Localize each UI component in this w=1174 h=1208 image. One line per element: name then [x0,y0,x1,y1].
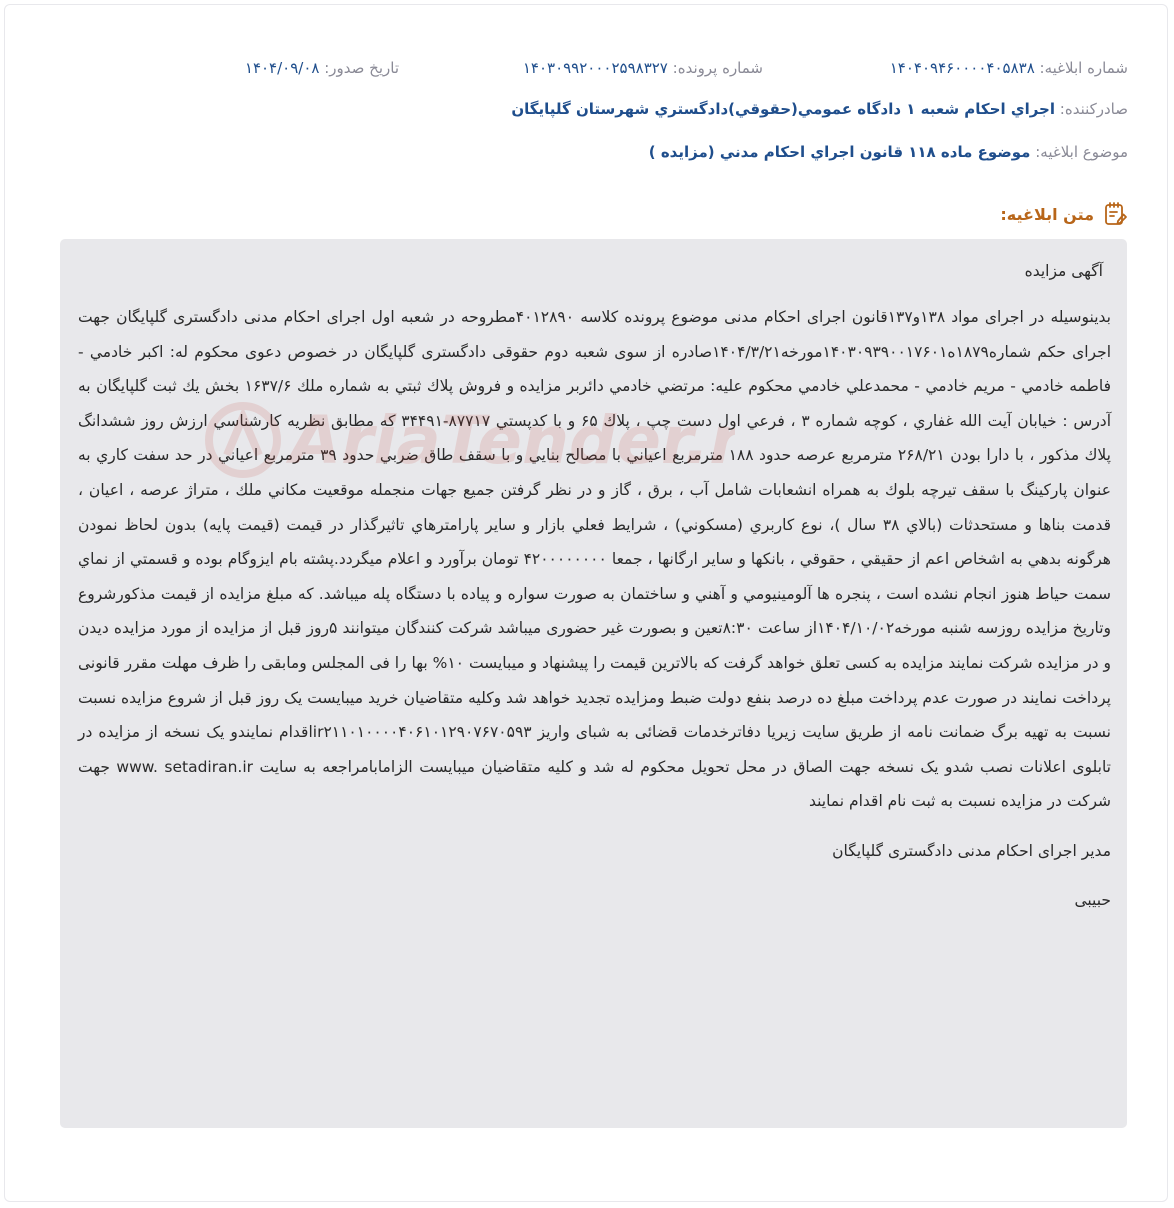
issuer-label: صادرکننده: [1059,100,1128,118]
notice-text-title: متن ابلاغيه: [1000,204,1094,224]
notice-number [890,59,1128,77]
issue-date-label: تاريخ صدور: [324,59,399,77]
notice-body-panel [60,239,1127,1128]
issue-date [245,59,399,77]
case-number [523,59,763,77]
subject-label: موضوع ابلاغيه: [1035,143,1128,161]
issuer-value: اجراي احکام شعبه ۱ دادگاه عمومي(حقوقي)دادگستري شهرستان گلپايگان [511,100,1055,118]
case-number-label: شماره پرونده: [672,59,763,77]
signer-name: حبیبی [1074,890,1111,909]
signer-title: مدیر اجرای احکام مدنی دادگستری گلپایگان [832,841,1111,860]
notice-number-value: ۱۴۰۴۰۹۴۶۰۰۰۰۴۰۵۸۳۸ [889,59,1035,77]
notice-number-label: شماره ابلاغيه: [1039,59,1128,77]
case-number-value: ۱۴۰۳۰۹۹۲۰۰۰۲۵۹۸۳۲۷ [522,59,668,77]
issuer-row [511,100,1128,118]
notice-text-heading [1000,201,1128,227]
subject-row [649,143,1128,161]
ad-title: آگهی مزایده [1024,262,1103,280]
meta-row-numbers [0,59,1174,83]
notepad-edit-icon [1102,201,1128,227]
issue-date-value: ۱۴۰۴/۰۹/۰۸ [244,59,320,77]
notice-body-text: بدینوسیله در اجرای مواد ۱۳۸و۱۳۷قانون اجرای احکام مدنی موضوع پرونده کلاسه ۴۰۱۲۸۹۰مطروحه در شعبه اول اجرای احکام مدنی دادگستری گلپایگان جهت اجرای حکم شماره۱۸۷۹ه۱۴۰۳۰۹۳۹۰۰۱۷۶۰۱مورخه۱۴۰۴/۳/۲۱صادره از سوی شعبه دوم حقوقی دادگستری گلپایگان در خصوص دعوی محکوم له: اکبر خادمي - فاطمه خادمي - مريم خادمي - محمدعلي خادمي محكوم عليه: مرتضي خادمي دائربر مزايده و فروش پلاك ثبتي به شماره ملك ۱۶۳۷/۶ بخش يك ثبت گلپايگان به آدرس : خيابان آيت الله غفاري ، كوچه شماره ۳ ، فرعي اول دست چپ ، پلاك ۶۵ و با كدپستي ۸۷۷۱۷-۳۴۴۹۱ كه مطابق نظريه كارشناسي ارزش روز ششدانگ پلاك مذكور ، با دارا بودن ۲۶۸/۲۱ مترمربع عرصه حدود ۱۸۸ مترمربع اعياني با مصالح بنايي و با سقف طاق ضربي حدود ۳۹ مترمربع اعياني در حد سفت كاري به عنوان پاركينگ با سقف تيرچه بلوك به همراه انشعابات شامل آب ، برق ، گاز و در نظر گرفتن جميع جهات منجمله موقعيت مكاني ملك ، متراژ عرصه ، اعيان ، قدمت بناها و مستحدثات (بالاي ۳۸ سال )، نوع كاربري (مسكوني) ، شرايط فعلي بازار و ساير پارامترهاي تاثيرگذار در قيمت (قيمت پايه) بدون لحاظ نمودن هرگونه بدهي به اشخاص اعم از حقيقي ، حقوقي ، بانكها و ساير ارگانها ، جمعا ۴۲۰۰۰۰۰۰۰۰ تومان برآورد و اعلام ميگردد.پشته بام ايزوگام بوده و قسمتي از نماي سمت حياط هنوز انجام نشده است ، پنجره ها آلومينيومي و آهني و ساختمان به صورت سواره و پياده با دستگاه پله ميباشد. که مبلغ مزایده از قیمت مذکورشروع وتاریخ مزایده روزسه شنبه مورخه۱۴۰۴/۱۰/۰۲از ساعت ۸:۳۰تعین و بصورت غیر حضوری میباشد شرکت کنندگان میتوانند ۵روز قبل از مزایده از مورد مزایده دیدن و در مزایده شرکت نمایند مزایده به کسی تعلق خواهد گرفت که بالاترین قیمت را پیشنهاد و میبایست ۱۰% بها را فی المجلس ومابقی را ظرف مهلت مقرر قانونی پرداخت نمایند در صورت عدم پرداخت مبلغ ده درصد بنفع دولت ضبط ومزایده تجدید خواهد شد وکلیه متقاضیان خرید میبایست یک روز قبل از شروع مزایده نسبت نسبت به تهیه برگ ضمانت نامه از طریق سایت زیریا دفاترخدمات قضائی به شبای واریز ir۲۱۱۰۱۰۰۰۰۴۰۶۱۰۱۲۹۰۷۶۷۰۵۹۳اقدام نمایندو یک نسخه از مزایده در تابلوی اعلانات نصب شدو یک نسخه جهت الصاق در محل تحویل محکوم له شد و کلیه متقاضیان میبایست الزامابامراجعه به سایت www. setadiran.ir جهت شرکت در مزایده نسبت به ثبت نام اقدام نمایند [78,308,1112,811]
subject-value: موضوع ماده ۱۱۸ قانون اجراي احکام مدني (مزايده ) [648,143,1031,161]
